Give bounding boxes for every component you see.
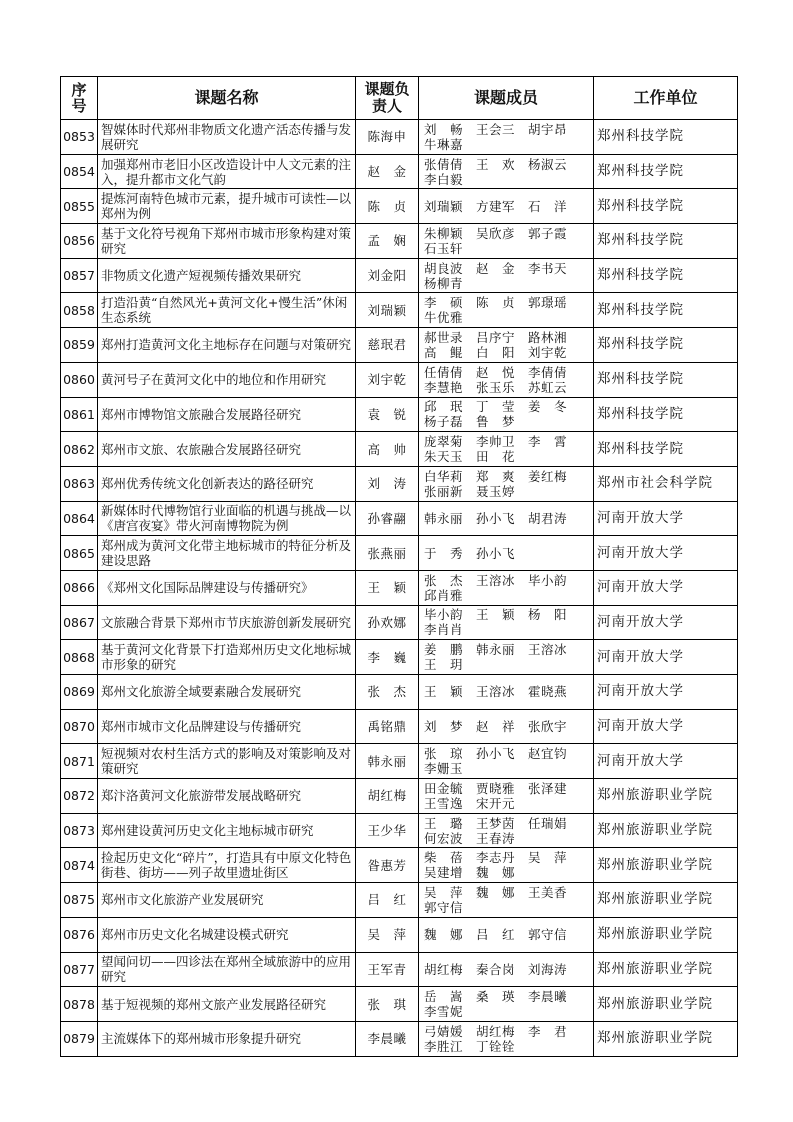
row-number: 0869	[61, 675, 98, 710]
project-title: 郑州市文化旅游产业发展研究	[98, 883, 356, 918]
row-number: 0872	[61, 779, 98, 814]
table-row	[61, 709, 738, 744]
work-unit: 郑州市社会科学院	[594, 466, 738, 501]
row-number: 0855	[61, 189, 98, 224]
work-unit: 河南开放大学	[594, 570, 738, 605]
project-members: 田金毓 贾晓雅 张泽建 王雪逸 宋开元	[419, 779, 594, 814]
project-title: 加强郑州市老旧小区改造设计中人文元素的注入，提升都市文化气韵	[98, 154, 356, 189]
project-leader: 孟 娴	[356, 224, 419, 259]
project-members: 韩永丽 孙小飞 胡君涛	[419, 501, 594, 536]
work-unit: 郑州旅游职业学院	[594, 813, 738, 848]
project-members: 张倩倩 王 欢 杨淑云 李白毅	[419, 154, 594, 189]
header-members: 课题成员	[419, 77, 594, 120]
project-title: 郑州市城市文化品牌建设与传播研究	[98, 709, 356, 744]
work-unit: 河南开放大学	[594, 675, 738, 710]
work-unit: 郑州科技学院	[594, 397, 738, 432]
project-title: 新媒体时代博物馆行业面临的机遇与挑战—以《唐宫夜宴》带火河南博物院为例	[98, 501, 356, 536]
work-unit: 郑州科技学院	[594, 120, 738, 155]
project-members: 胡红梅 秦合岗 刘海涛	[419, 952, 594, 987]
table-row	[61, 120, 738, 155]
project-leader: 禹铭鼎	[356, 709, 419, 744]
row-number: 0857	[61, 258, 98, 293]
project-leader: 吴 萍	[356, 917, 419, 952]
work-unit: 河南开放大学	[594, 640, 738, 675]
table-row	[61, 293, 738, 328]
project-members: 庞翠菊 李帅卫 李 霄 朱天玉 田 花	[419, 432, 594, 467]
row-number: 0856	[61, 224, 98, 259]
project-leader: 李 巍	[356, 640, 419, 675]
project-leader: 高 帅	[356, 432, 419, 467]
project-leader: 韩永丽	[356, 744, 419, 779]
row-number: 0854	[61, 154, 98, 189]
row-number: 0866	[61, 570, 98, 605]
row-number: 0864	[61, 501, 98, 536]
table-row	[61, 432, 738, 467]
project-members: 白华莉 郑 爽 姜红梅 张丽新 聂玉婷	[419, 466, 594, 501]
project-title: 主流媒体下的郑州城市形象提升研究	[98, 1021, 356, 1056]
work-unit: 郑州科技学院	[594, 293, 738, 328]
project-leader: 昝惠芳	[356, 848, 419, 883]
table-row	[61, 1021, 738, 1056]
project-members: 朱柳颖 吴欣彦 郭子霞 石玉轩	[419, 224, 594, 259]
project-title: 文旅融合背景下郑州市节庆旅游创新发展研究	[98, 605, 356, 640]
project-title: 郑州成为黄河文化带主地标城市的特征分析及建设思路	[98, 536, 356, 571]
table-row	[61, 258, 738, 293]
project-title: 短视频对农村生活方式的影响及对策影响及对策研究	[98, 744, 356, 779]
row-number: 0862	[61, 432, 98, 467]
table-row	[61, 224, 738, 259]
table-row	[61, 848, 738, 883]
project-leader: 张 杰	[356, 675, 419, 710]
project-members: 毕小韵 王 颖 杨 阳 李肖肖	[419, 605, 594, 640]
project-leader: 赵 金	[356, 154, 419, 189]
project-title: 郑州优秀传统文化创新表达的路径研究	[98, 466, 356, 501]
table-row	[61, 952, 738, 987]
row-number: 0853	[61, 120, 98, 155]
project-title: 郑汴洛黄河文化旅游带发展战略研究	[98, 779, 356, 814]
row-number: 0863	[61, 466, 98, 501]
project-members: 胡良波 赵 金 李书天 杨柳青	[419, 258, 594, 293]
row-number: 0873	[61, 813, 98, 848]
header-leader: 课题负责人	[356, 77, 419, 120]
project-table	[60, 76, 738, 1057]
table-row	[61, 570, 738, 605]
project-title: 郑州建设黄河历史文化主地标城市研究	[98, 813, 356, 848]
project-members: 郝世录 吕序宁 路林湘 高 鲲 白 阳 刘宇乾	[419, 328, 594, 363]
row-number: 0878	[61, 987, 98, 1022]
project-title: 郑州市历史文化名城建设模式研究	[98, 917, 356, 952]
project-leader: 王 颖	[356, 570, 419, 605]
table-row	[61, 328, 738, 363]
project-title: 基于文化符号视角下郑州市城市形象构建对策研究	[98, 224, 356, 259]
table-row	[61, 675, 738, 710]
table-row	[61, 883, 738, 918]
project-leader: 孙欢娜	[356, 605, 419, 640]
project-leader: 慈珉君	[356, 328, 419, 363]
row-number: 0861	[61, 397, 98, 432]
project-title: 基于黄河文化背景下打造郑州历史文化地标城市形象的研究	[98, 640, 356, 675]
project-title: 望闻问切——四诊法在郑州全域旅游中的应用研究	[98, 952, 356, 987]
project-members: 于 秀 孙小飞	[419, 536, 594, 571]
project-title: 打造沿黄“自然风光+黄河文化+慢生活”休闲生态系统	[98, 293, 356, 328]
project-members: 弓婧媛 胡红梅 李 君 李胜江 丁铨铨	[419, 1021, 594, 1056]
project-title: 提炼河南特色城市元素，提升城市可读性—以郑州为例	[98, 189, 356, 224]
table-row	[61, 813, 738, 848]
row-number: 0858	[61, 293, 98, 328]
project-title: 捡起历史文化“碎片”，打造具有中原文化特色街巷、街坊——列子故里遗址街区	[98, 848, 356, 883]
project-title: 非物质文化遗产短视频传播效果研究	[98, 258, 356, 293]
work-unit: 郑州科技学院	[594, 362, 738, 397]
row-number: 0874	[61, 848, 98, 883]
project-title: 黄河号子在黄河文化中的地位和作用研究	[98, 362, 356, 397]
work-unit: 郑州旅游职业学院	[594, 987, 738, 1022]
row-number: 0871	[61, 744, 98, 779]
work-unit: 郑州旅游职业学院	[594, 952, 738, 987]
project-leader: 吕 红	[356, 883, 419, 918]
header-title: 课题名称	[98, 77, 356, 120]
project-leader: 胡红梅	[356, 779, 419, 814]
work-unit: 河南开放大学	[594, 536, 738, 571]
project-title: 郑州市文旅、农旅融合发展路径研究	[98, 432, 356, 467]
row-number: 0865	[61, 536, 98, 571]
project-title: 基于短视频的郑州文旅产业发展路径研究	[98, 987, 356, 1022]
project-title: 《郑州文化国际品牌建设与传播研究》	[98, 570, 356, 605]
table-row	[61, 154, 738, 189]
work-unit: 郑州旅游职业学院	[594, 883, 738, 918]
table-row	[61, 987, 738, 1022]
table-row	[61, 501, 738, 536]
project-leader: 刘瑞颖	[356, 293, 419, 328]
work-unit: 郑州旅游职业学院	[594, 1021, 738, 1056]
row-number: 0859	[61, 328, 98, 363]
row-number: 0877	[61, 952, 98, 987]
project-members: 张 琼 孙小飞 赵宜钧 李姗玉	[419, 744, 594, 779]
project-title: 郑州文化旅游全域要素融合发展研究	[98, 675, 356, 710]
table-row	[61, 536, 738, 571]
project-members: 吴 萍 魏 娜 王美香 郭守信	[419, 883, 594, 918]
project-leader: 王军青	[356, 952, 419, 987]
row-number: 0879	[61, 1021, 98, 1056]
table-row	[61, 744, 738, 779]
table-row	[61, 466, 738, 501]
project-members: 刘瑞颖 方建军 石 洋	[419, 189, 594, 224]
work-unit: 郑州科技学院	[594, 328, 738, 363]
work-unit: 河南开放大学	[594, 501, 738, 536]
row-number: 0860	[61, 362, 98, 397]
header-row	[61, 77, 738, 120]
project-members: 岳 嵩 桑 瑛 李晨曦 李雪妮	[419, 987, 594, 1022]
work-unit: 河南开放大学	[594, 709, 738, 744]
table-row	[61, 640, 738, 675]
table-body	[61, 120, 738, 1057]
project-members: 刘 畅 王会三 胡宇昂 牛琳嘉	[419, 120, 594, 155]
project-leader: 刘金阳	[356, 258, 419, 293]
work-unit: 郑州科技学院	[594, 432, 738, 467]
table-row	[61, 362, 738, 397]
project-leader: 张 琪	[356, 987, 419, 1022]
project-members: 王 颖 王溶冰 霍晓燕	[419, 675, 594, 710]
project-members: 姜 鹏 韩永丽 王溶冰 王 玥	[419, 640, 594, 675]
work-unit: 郑州旅游职业学院	[594, 779, 738, 814]
row-number: 0868	[61, 640, 98, 675]
table-row	[61, 779, 738, 814]
work-unit: 郑州旅游职业学院	[594, 848, 738, 883]
project-leader: 孙睿翮	[356, 501, 419, 536]
project-leader: 张燕丽	[356, 536, 419, 571]
work-unit: 河南开放大学	[594, 605, 738, 640]
project-members: 李 硕 陈 贞 郭璟瑶 牛优雅	[419, 293, 594, 328]
project-members: 王 璐 王梦茵 任瑞娟 何宏波 王春涛	[419, 813, 594, 848]
project-leader: 陈海申	[356, 120, 419, 155]
table-row	[61, 605, 738, 640]
project-members: 柴 蓓 李志丹 吴 萍 吴建增 魏 娜	[419, 848, 594, 883]
table-row	[61, 397, 738, 432]
project-title: 郑州打造黄河文化主地标存在问题与对策研究	[98, 328, 356, 363]
work-unit: 河南开放大学	[594, 744, 738, 779]
row-number: 0876	[61, 917, 98, 952]
project-members: 魏 娜 吕 红 郭守信	[419, 917, 594, 952]
row-number: 0875	[61, 883, 98, 918]
project-members: 张 杰 王溶冰 毕小韵 邱肖雅	[419, 570, 594, 605]
work-unit: 郑州科技学院	[594, 154, 738, 189]
project-leader: 刘宇乾	[356, 362, 419, 397]
project-leader: 陈 贞	[356, 189, 419, 224]
work-unit: 郑州科技学院	[594, 224, 738, 259]
row-number: 0867	[61, 605, 98, 640]
table-row	[61, 189, 738, 224]
work-unit: 郑州科技学院	[594, 189, 738, 224]
project-members: 邱 珉 丁 莹 姜 冬 杨子磊 鲁 梦	[419, 397, 594, 432]
header-no: 序号	[61, 77, 98, 120]
project-title: 智媒体时代郑州非物质文化遗产活态传播与发展研究	[98, 120, 356, 155]
table-header	[61, 77, 738, 120]
project-members: 刘 梦 赵 祥 张欣宇	[419, 709, 594, 744]
header-unit: 工作单位	[594, 77, 738, 120]
project-leader: 袁 锐	[356, 397, 419, 432]
work-unit: 郑州旅游职业学院	[594, 917, 738, 952]
work-unit: 郑州科技学院	[594, 258, 738, 293]
project-leader: 李晨曦	[356, 1021, 419, 1056]
row-number: 0870	[61, 709, 98, 744]
project-leader: 刘 涛	[356, 466, 419, 501]
project-members: 任倩倩 赵 悦 李倩倩 李慧艳 张玉乐 苏虹云	[419, 362, 594, 397]
project-leader: 王少华	[356, 813, 419, 848]
table-row	[61, 917, 738, 952]
project-title: 郑州市博物馆文旅融合发展路径研究	[98, 397, 356, 432]
